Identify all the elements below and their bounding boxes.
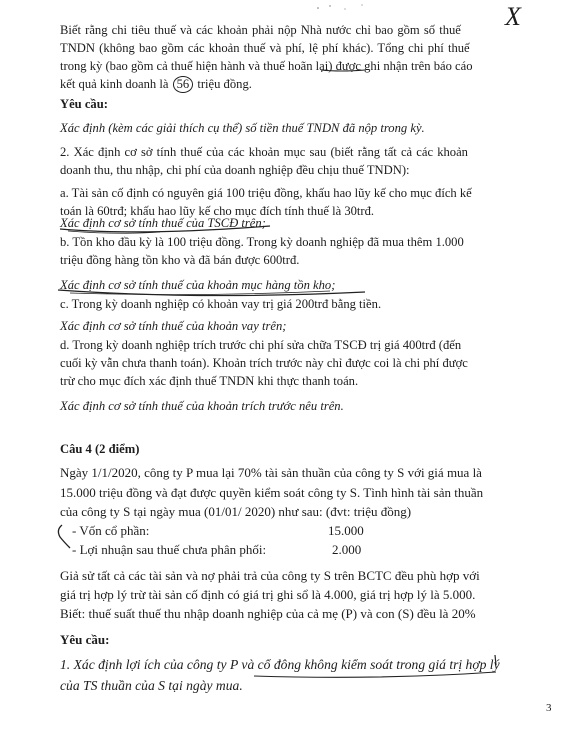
q4-paragraph-line-6: Biết: thuế suất thuế thu nhập doanh nghiệp của cả mẹ (P) và con (S) đều là 20% [60,606,476,621]
q2-d-line-1: d. Trong kỳ doanh nghiệp trích trước chi phí sửa chữa TSCĐ trị giá 400trđ (đến [60,338,462,352]
page-number: 3 [546,702,552,714]
q2-d-line-3: trừ cho mục đích xác định thuế TNDN khi thực thanh toán. [60,374,359,388]
q2-line-1: 2. Xác định cơ sở tính thuế của các khoản mục sau (biết rằng tất cả các khoản [60,145,468,159]
q2-line-2: doanh thu, thu nhập, chi phí của doanh nghiệp đều chịu thuế TNDN): [60,163,410,177]
circled-number: 56 [173,76,194,93]
q4-paragraph-line-2: 15.000 triệu đồng và đạt được quyền kiểm soát công ty S. Tình hình tài sản thuần [60,485,484,500]
q4-row-equity-label: - Vốn cổ phần: [72,523,150,538]
q2-b-task: Xác định cơ sở tính thuế của khoản mục hàng tồn kho; [60,278,336,292]
q4-requirement-heading: Yêu cầu: [60,632,110,647]
intro-line-4-pre: kết quả kinh doanh là [60,77,169,91]
requirement-heading-1: Yêu cầu: [60,97,108,111]
q4-heading: Câu 4 (2 điểm) [60,442,140,456]
intro-line-4-post: triệu đồng. [197,77,252,91]
q2-a-line-1: a. Tài sản cố định có nguyên giá 100 triệu đồng, khấu hao lũy kế cho mục đích kế [60,186,472,200]
intro-line-3: trong kỳ (bao gồm cả thuế hiện hành và thuế hoãn lại) được ghi nhận trên báo cáo [60,59,473,73]
q4-row-retained-value: 2.000 [332,542,362,557]
requirement-task-1: Xác định (kèm các giải thích cụ thể) số tiền thuế TNDN đã nộp trong kỳ. [60,121,425,135]
q2-b-line-2: triệu đồng hàng tồn kho và đã bán được 600trđ. [60,253,300,267]
q2-d-line-2: cuối kỳ vẫn chưa thanh toán). Khoản trích trước này chỉ được coi là chi phí được [60,356,468,370]
q4-task-line-2: của TS thuần của S tại ngày mua. [60,678,243,693]
q4-paragraph-line-4: Giả sử tất cả các tài sản và nợ phải trả của công ty S trên BCTC đều phù hợp với [60,568,480,583]
intro-line-1: Biết rằng chi tiêu thuế và các khoản phải nộp Nhà nước chỉ bao gồm số thuế [60,23,461,37]
handwritten-check-mark: X [505,2,521,31]
q2-c-task: Xác định cơ sở tính thuế của khoản vay trên; [60,319,287,333]
q2-b-line-1: b. Tồn kho đầu kỳ là 100 triệu đồng. Trong kỳ doanh nghiệp đã mua thêm 1.000 [60,235,464,249]
q4-paragraph-line-1: Ngày 1/1/2020, công ty P mua lại 70% tài sản thuần của công ty S với giá mua là [60,465,482,480]
intro-line-2: TNDN (không bao gồm các khoản thuế và phí, lệ phí khác). Tổng chi phí thuế [60,41,470,55]
pen-bracket [58,525,70,548]
q2-a-line-2: toán là 60trđ; khấu hao lũy kế cho mục đích tính thuế là 30trđ. [60,204,375,218]
q4-paragraph-line-3: của công ty S tại ngày mua (01/01/ 2020) như sau: (đvt: triệu đồng) [60,504,412,519]
intro-line-4 [60,76,252,93]
q4-task-line-1: 1. Xác định lợi ích của công ty P và cổ đông không kiểm soát trong giá trị hợp lý [60,657,500,672]
q4-row-equity-value: 15.000 [328,523,364,538]
q4-paragraph-line-5: giá trị hợp lý trừ tài sản cố định có giá trị ghi sổ là 4.000, giá trị hợp lý là 5.000. [60,587,476,602]
q4-row-retained-label: - Lợi nhuận sau thuế chưa phân phối: [72,542,267,557]
q2-d-task: Xác định cơ sở tính thuế của khoản trích trước nêu trên. [60,399,344,413]
q2-c-line-1: c. Trong kỳ doanh nghiệp có khoản vay trị giá 200trđ bằng tiền. [60,297,382,311]
q2-a-task: Xác định cơ sở tính thuế của TSCĐ trên; [60,216,266,230]
